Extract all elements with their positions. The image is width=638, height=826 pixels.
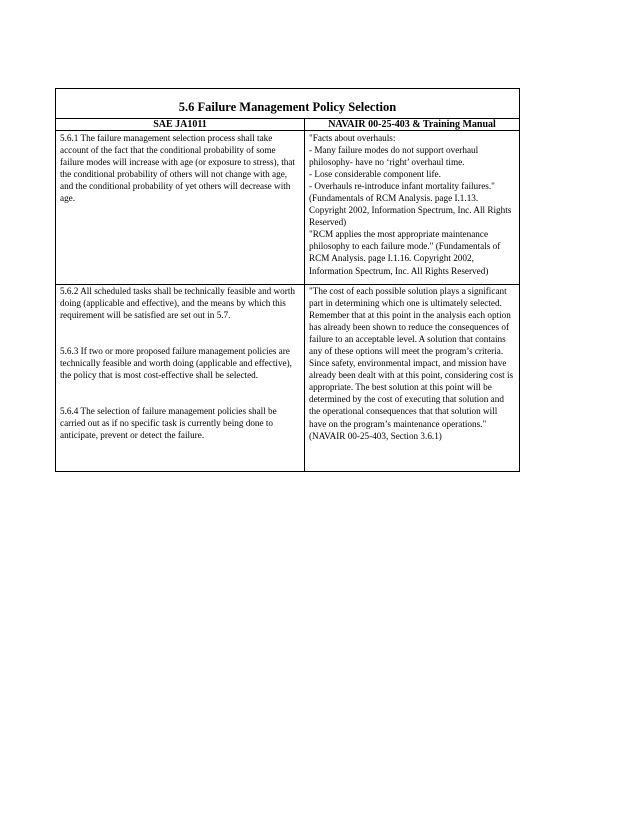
overhaul-fact-2: - Lose considerable component life.: [309, 169, 441, 180]
row1-left-cell: [56, 131, 305, 285]
clause-5-6-3: 5.6.3 If two or more proposed failure management policies are technically feasible and worth doing (applicable and effective), the policy that is most cost-effective shall be selected.: [60, 346, 292, 381]
row2-right-cell: [305, 285, 519, 471]
cost-solution-quote: "The cost of each possible solution plays a significant part in determining which one is ultimately selected. Remember that at this point in the analysis each option has already been shown to reduce the consequences of failure to an acceptable level. A solution that contains any of these options will meet the program’s criteria. Since safety, environmental impact, and mission have already been dealt with at this point, considering cost is appropriate. The best solution at this point will be determined by the cost of executing that solution and the operational consequences that that solution will have on the program’s maintenance operations." (NAVAIR 00-25-403, Section 3.6.1): [309, 286, 514, 441]
rcm-philosophy-quote: "RCM applies the most appropriate maintenance philosophy to each failure mode." (Fundamentals of RCM Analysis. page I.1.16. Copyright 2002, Information Spectrum, Inc. All Rights Reserved): [309, 229, 501, 276]
column-headers: [56, 119, 519, 131]
policy-selection-table: [55, 88, 520, 472]
row1-right-cell: [305, 131, 519, 285]
table-row: [56, 285, 519, 471]
table-title: 5.6 Failure Management Policy Selection: [56, 89, 519, 119]
clause-5-6-2: 5.6.2 All scheduled tasks shall be technically feasible and worth doing (applicable and effective), and the means by which this requirement will be satisfied are set out in 5.7.: [60, 286, 295, 321]
row2-left-cell: [56, 285, 305, 471]
header-sae-ja1011: SAE JA1011: [56, 119, 305, 131]
clause-5-6-1: 5.6.1 The failure management selection process shall take account of the fact that the conditional probability of some failure modes will increase with age (or exposure to stress), that the conditional probability of others will not change with age, and the conditional probability of yet others will decrease with age.: [60, 133, 295, 204]
table-row: [56, 131, 519, 285]
clause-5-6-4: 5.6.4 The selection of failure management policies shall be carried out as if no specific task is currently being done to anticipate, prevent or detect the failure.: [60, 406, 277, 441]
overhaul-fact-1: - Many failure modes do not support overhaul philosophy- have no ‘right’ overhaul time.: [309, 145, 479, 168]
overhaul-facts-intro: "Facts about overhauls:: [309, 133, 396, 143]
header-navair: NAVAIR 00-25-403 & Training Manual: [305, 119, 519, 131]
overhaul-fact-3: - Overhauls re-introduce infant mortality failures." (Fundamentals of RCM Analysis. page I.1.13. Copyright 2002, Information Spectrum, Inc. All Rights Reserved): [309, 181, 512, 228]
